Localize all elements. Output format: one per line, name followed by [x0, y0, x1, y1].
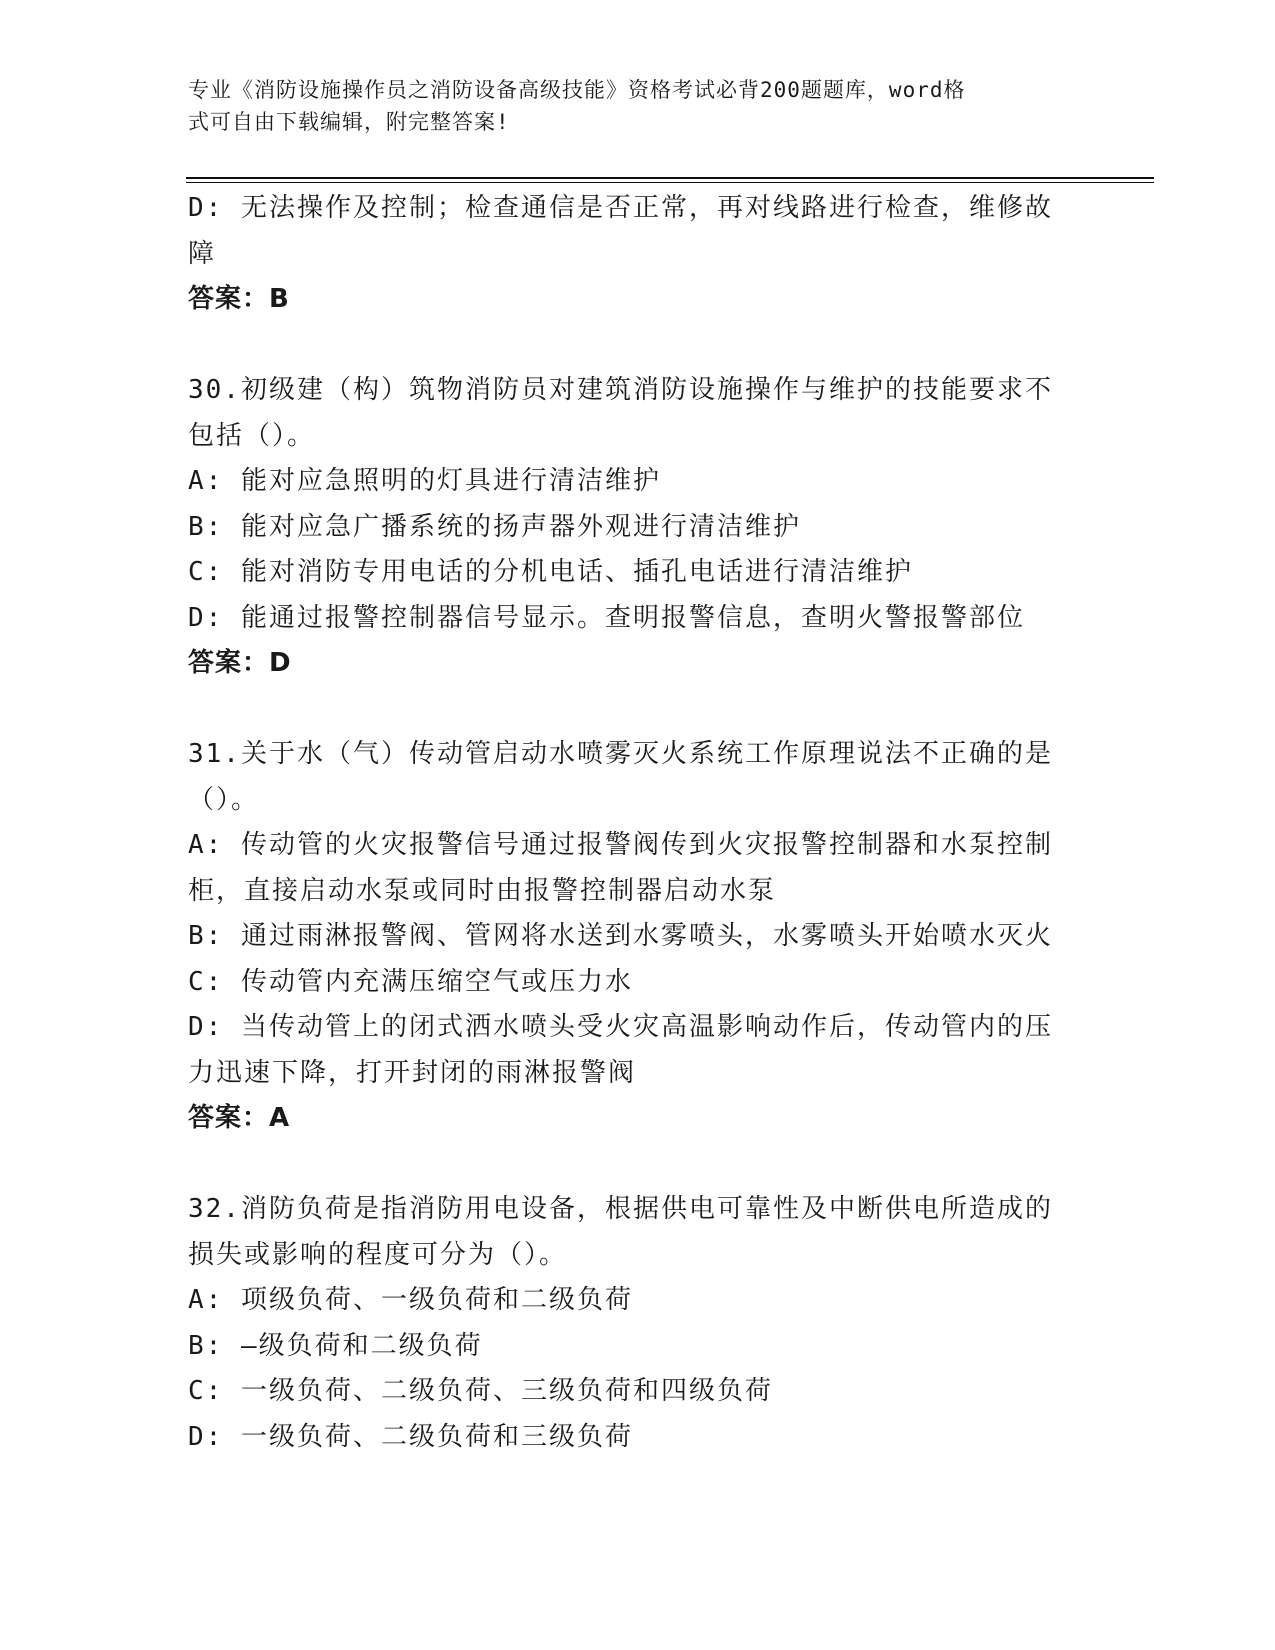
- option-d: D: 当传动管上的闭式洒水喷头受火灾高温影响动作后，传动管内的压: [188, 1012, 1053, 1042]
- option-d-continued: 力迅速下降，打开封闭的雨淋报警阀: [188, 1057, 637, 1088]
- option-b: B: 通过雨淋报警阀、管网将水送到水雾喷头，水雾喷头开始喷水灭火: [188, 921, 1053, 951]
- header-divider-thin: [186, 182, 1154, 183]
- question-32: [188, 1187, 1088, 1460]
- header-line-2: 式可自由下载编辑，附完整答案!: [188, 110, 510, 134]
- option-c: C: 一级负荷、二级负荷、三级负荷和四级负荷: [188, 1376, 773, 1406]
- question-stem-continued: （）。: [188, 784, 260, 815]
- spacer: [188, 687, 1088, 733]
- option-d: D: 一级负荷、二级负荷和三级负荷: [188, 1421, 633, 1452]
- option-d-continued: 障: [188, 238, 217, 269]
- header-line-1: 专业《消防设施操作员之消防设备高级技能》资格考试必背200题题库，word格: [188, 78, 966, 102]
- answer-label: 答案：A: [188, 1103, 291, 1133]
- question-stem-continued: 损失或影响的程度可分为（）。: [188, 1239, 568, 1270]
- answer-label: 答案：D: [188, 648, 292, 678]
- question-31: [188, 732, 1088, 1142]
- spacer: [188, 1142, 1088, 1188]
- option-a: A: 能对应急照明的灯具进行清洁维护: [188, 466, 661, 496]
- option-b: B: —级负荷和二级负荷: [188, 1330, 483, 1361]
- spacer: [188, 323, 1088, 369]
- page-header: [188, 74, 1068, 138]
- question-stem-continued: 包括（）。: [188, 420, 316, 451]
- option-c: C: 传动管内充满压缩空气或压力水: [188, 966, 633, 997]
- question-30: [188, 368, 1088, 687]
- question-stem: 32.消防负荷是指消防用电设备，根据供电可靠性及中断供电所造成的: [188, 1194, 1053, 1224]
- question-stem: 31.关于水（气）传动管启动水喷雾灭火系统工作原理说法不正确的是: [188, 739, 1053, 769]
- option-d: D: 无法操作及控制；检查通信是否正常，再对线路进行检查，维修故: [188, 193, 1053, 223]
- header-divider-thick: [186, 177, 1154, 179]
- option-c: C: 能对消防专用电话的分机电话、插孔电话进行清洁维护: [188, 557, 913, 587]
- option-d: D: 能通过报警控制器信号显示。查明报警信息，查明火警报警部位: [188, 602, 1025, 633]
- answer-label: 答案：B: [188, 284, 290, 314]
- question-list: [188, 186, 1088, 1460]
- question-stem: 30.初级建（构）筑物消防员对建筑消防设施操作与维护的技能要求不: [188, 375, 1053, 405]
- option-b: B: 能对应急广播系统的扬声器外观进行清洁维护: [188, 511, 801, 542]
- question-29-tail: [188, 186, 1088, 323]
- option-a-continued: 柜，直接启动水泵或同时由报警控制器启动水泵: [188, 875, 777, 906]
- option-a: A: 项级负荷、一级负荷和二级负荷: [188, 1285, 633, 1315]
- option-a: A: 传动管的火灾报警信号通过报警阀传到火灾报警控制器和水泵控制: [188, 830, 1053, 860]
